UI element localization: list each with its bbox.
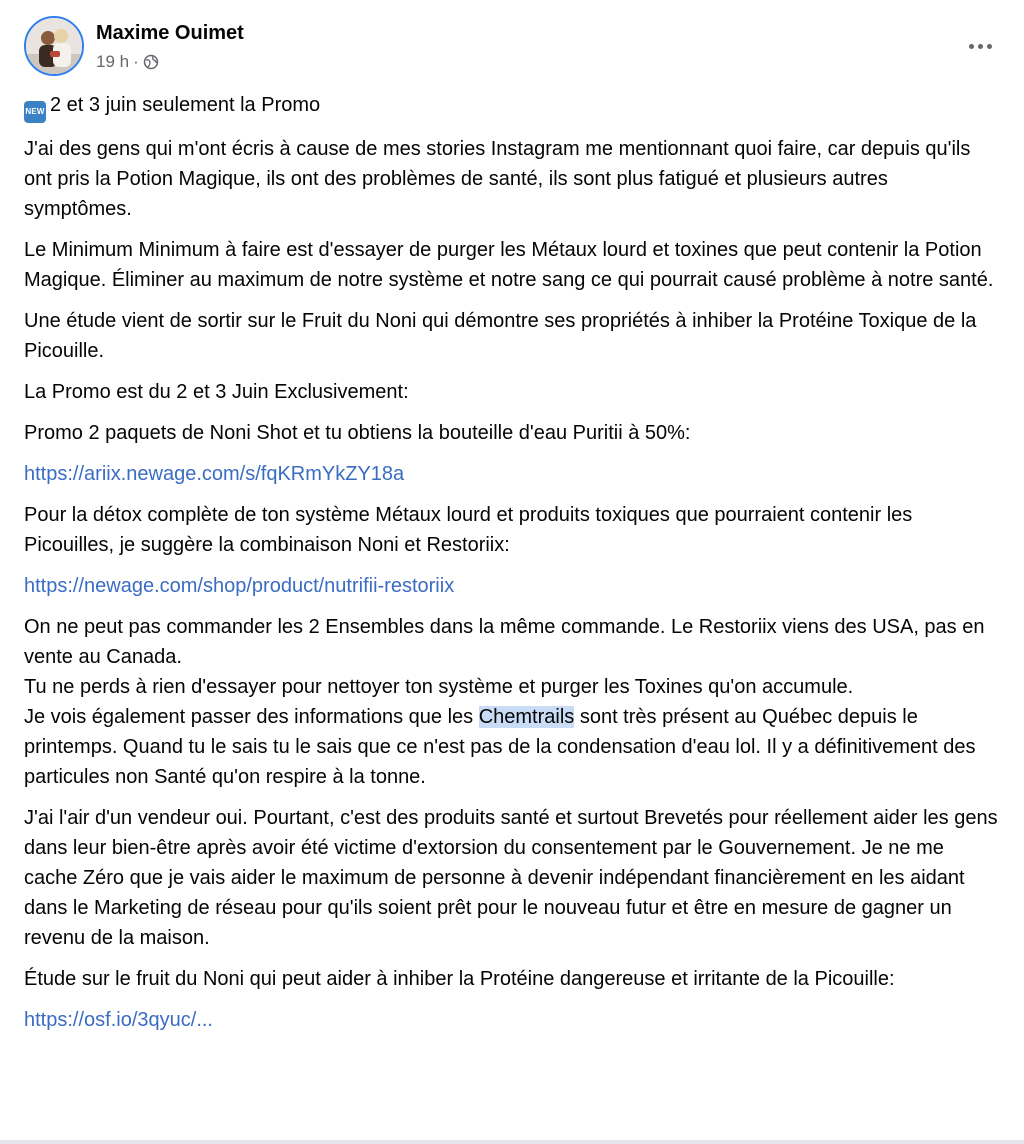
post-paragraph: Promo 2 paquets de Noni Shot et tu obtiens la bouteille d'eau Puritii à 50%: — [24, 422, 691, 444]
more-options-button[interactable] — [960, 28, 1000, 64]
post-paragraph: J'ai des gens qui m'ont écris à cause de mes stories Instagram me mentionnant quoi faire, car depuis qu'ils ont pris la Potion Magique, ils ont des problèmes de santé, ils sont plus fatigué et plusieurs autres symptômes. — [24, 138, 971, 220]
avatar-photo — [26, 18, 82, 74]
post-time[interactable]: 19 h — [96, 52, 130, 71]
link-paragraph — [24, 1005, 1000, 1035]
post-paragraph: Pour la détox complète de ton système Métaux lourd et produits toxiques que pourraient contenir les Picouilles, je suggère la combinaison Noni et Restoriix: — [24, 504, 913, 556]
post-paragraph: J'ai l'air d'un vendeur oui. Pourtant, c'est des produits santé et surtout Brevetés pour réellement aider les gens dans leur bien-être après avoir été victime d'extorsion du consentement par le Gouvernement. Je ne me cache Zéro que je vais aider le maximum de personne à devenir indépendant financièrement en les aidant dans le Marketing de réseau pour qu'ils soient prêt pour le nouveau futur et être en mesure de gagner un revenu de la maison. — [24, 807, 998, 949]
post-body — [24, 90, 1000, 1046]
meta-separator: · — [133, 52, 139, 71]
link-paragraph — [24, 459, 1000, 489]
more-horizontal-icon — [969, 44, 974, 49]
text-line: sont très présent au Québec depuis le printemps. Quand tu le sais tu le sais que ce n'est pas de la condensation d'eau lol. Il y a définitivement des particules non Santé qu'on respire à la tonne. — [24, 706, 976, 788]
post-paragraph: Une étude vient de sortir sur le Fruit du Noni qui démontre ses propriétés à inhiber la Protéine Toxique de la Picouille. — [24, 310, 977, 362]
new-badge-icon: NEW — [24, 101, 46, 123]
link-paragraph — [24, 571, 1000, 601]
post-paragraph: La Promo est du 2 et 3 Juin Exclusivement: — [24, 381, 409, 403]
author-name[interactable]: Maxime Ouimet — [96, 22, 244, 44]
promo-link[interactable]: https://ariix.newage.com/s/fqKRmYkZY18a — [24, 463, 405, 485]
text-line: On ne peut pas commander les 2 Ensembles dans la même commande. Le Restoriix viens des USA, pas en vente au Canada. — [24, 616, 985, 668]
promo-headline: 2 et 3 juin seulement la Promo — [50, 94, 321, 116]
more-horizontal-icon — [987, 44, 992, 49]
study-link[interactable]: https://osf.io/3qyuc/... — [24, 1009, 213, 1031]
product-link[interactable]: https://newage.com/shop/product/nutrifii-restoriix — [24, 575, 455, 597]
highlighted-text: Chemtrails — [478, 706, 575, 728]
avatar[interactable] — [24, 16, 84, 76]
text-line: Tu ne perds à rien d'essayer pour nettoyer ton système et purger les Toxines qu'on accumule. — [24, 676, 854, 698]
globe-icon[interactable] — [143, 54, 159, 70]
post-meta — [96, 52, 159, 72]
post-paragraph — [24, 90, 1000, 123]
post-header — [24, 16, 1000, 80]
more-horizontal-icon — [978, 44, 983, 49]
divider — [0, 1140, 1024, 1144]
post-paragraph: Le Minimum Minimum à faire est d'essayer de purger les Métaux lourd et toxines que peut contenir la Potion Magique. Éliminer au maximum de notre système et notre sang ce qui pourrait causé problème à notre santé. — [24, 239, 994, 291]
post-paragraph: Étude sur le fruit du Noni qui peut aider à inhiber la Protéine dangereuse et irritante de la Picouille: — [24, 968, 895, 990]
text-line: Je vois également passer des informations que les — [24, 706, 479, 728]
post-paragraph — [24, 612, 1000, 792]
